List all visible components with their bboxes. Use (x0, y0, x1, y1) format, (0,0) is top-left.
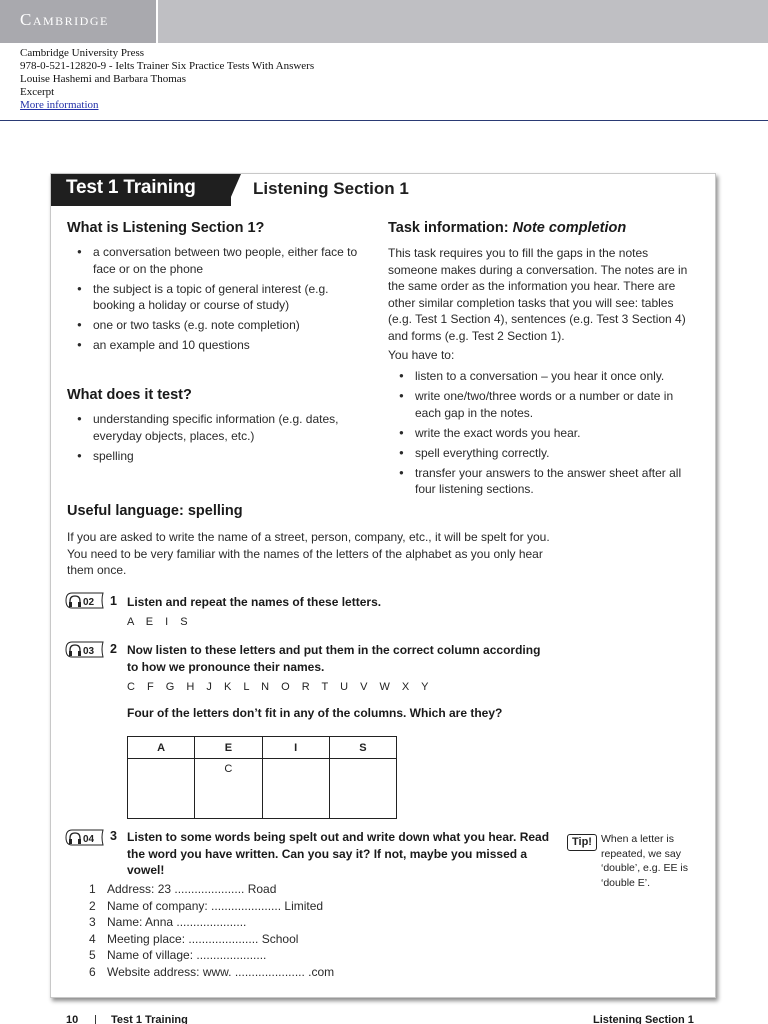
book-page (50, 173, 716, 998)
item-text: Name of village: ..................... (107, 948, 267, 962)
citation-publisher: Cambridge University Press (20, 47, 145, 59)
question-3-text: Listen to some words being spelt out and write down what you hear. Read the word you have written. Can you say it? If not, maybe you missed a vowel! (127, 830, 550, 877)
column-header-i: I (262, 737, 329, 759)
table-cell-e[interactable]: C (195, 759, 262, 819)
item-text: Meeting place: ..................... School (107, 931, 299, 946)
citation-block (20, 47, 314, 112)
page-header (51, 174, 717, 206)
list-item: ● write the exact words you hear. (390, 425, 696, 442)
footer-page-number: 10 (66, 1014, 79, 1024)
item-number: 2 (89, 898, 96, 913)
list-item: ● spelling (68, 448, 358, 465)
what-test-list (68, 411, 358, 468)
task-list (390, 368, 696, 501)
citation-title: 978-0-521-12820-9 - Ielts Trainer Six Practice Tests With Answers (20, 60, 315, 72)
table-cell-s[interactable] (329, 759, 396, 819)
list-item: ● spell everything correctly. (390, 445, 696, 462)
question-number: 3 (110, 829, 117, 843)
list-item: ● one or two tasks (e.g. note completion) (68, 317, 368, 334)
list-item (89, 898, 334, 915)
item-number: 1 (89, 882, 96, 896)
pronunciation-table (127, 736, 397, 819)
heading-useful-language: Useful language: spelling (67, 503, 243, 519)
item-number: 5 (89, 948, 96, 962)
list-item (89, 964, 334, 981)
column-header-s: S (329, 737, 396, 759)
question-3-items (89, 881, 334, 980)
item-text: Name: Anna ..................... (107, 915, 247, 929)
brand-logo: Cambridge (20, 10, 109, 29)
item-number: 6 (89, 964, 96, 979)
top-bar (0, 0, 768, 43)
column-header-e: E (195, 737, 262, 759)
list-item (89, 931, 334, 948)
question-1-text: Listen and repeat the names of these letters. (127, 595, 382, 609)
list-item: ● listen to a conversation – you hear it once only. (390, 368, 696, 385)
header-slant (227, 174, 241, 206)
question-number: 1 (110, 594, 117, 608)
task-paragraph: This task requires you to fill the gaps in the notes someone makes during a conversation. The notes are in the same order as the information you hear. There are other similar completion tasks that you will see: tables (e.g. Test 1 Section 4), sentences (e.g. Test 3 Section 4) and forms (e.g. Test 2 Section 1). (388, 246, 688, 343)
question-2-followup: Four of the letters don’t fit in any of the columns. Which are they? (127, 706, 503, 720)
heading-task-info (388, 220, 626, 236)
footer-right-title: Listening Section 1 (593, 1014, 694, 1024)
header-title: Test 1 Training (66, 177, 196, 198)
header-rule (0, 120, 768, 121)
list-item (89, 881, 334, 898)
table-cell-a[interactable] (128, 759, 195, 819)
task-heading-italic: Note completion (512, 220, 627, 236)
heading-what-test: What does it test? (67, 387, 192, 403)
task-lead: You have to: (388, 348, 455, 362)
item-number: 3 (89, 915, 96, 929)
list-item (89, 947, 334, 964)
question-1-letters: A E I S (127, 616, 193, 628)
task-heading-plain: Task information: (388, 220, 513, 236)
tip-text: When a letter is repeated, we say ‘double’, e.g. EE is ‘double E’. (601, 833, 688, 889)
list-item: ● the subject is a topic of general interest (e.g. booking a holiday or course of study) (68, 281, 368, 314)
brand-box (0, 0, 158, 43)
item-text: Website address: www. ..................... .com (107, 964, 335, 979)
question-number: 2 (110, 642, 117, 656)
list-item: ● transfer your answers to the answer sheet after all four listening sections. (390, 465, 696, 498)
question-2-letters: C F G H J K L N O R T U V W X Y (127, 681, 433, 693)
list-item: ● an example and 10 questions (68, 337, 368, 354)
question-2-text: Now listen to these letters and put them in the correct column according to how we pronounce their names. (127, 643, 541, 674)
tip-badge: Tip! (567, 834, 597, 851)
list-item: ● understanding specific information (e.g. dates, everyday objects, places, etc.) (68, 411, 358, 444)
header-subtitle: Listening Section 1 (253, 179, 409, 198)
table-cell-i[interactable] (262, 759, 329, 819)
more-information-link[interactable]: More information (20, 99, 99, 111)
heading-what-is: What is Listening Section 1? (67, 220, 265, 236)
citation-excerpt: Excerpt (20, 86, 55, 98)
list-item: ● a conversation between two people, either face to face or on the phone (68, 244, 368, 277)
list-item (89, 914, 334, 931)
audio-track-icon[interactable] (65, 641, 105, 658)
audio-track-icon[interactable] (65, 592, 105, 609)
column-header-a: A (128, 737, 195, 759)
what-is-list (68, 244, 368, 357)
track-number: 03 (83, 646, 95, 657)
useful-paragraph: If you are asked to write the name of a street, person, company, etc., it will be spelt for you. You need to be very familiar with the names of the letters of the alphabet as you only hear them once. (67, 530, 550, 577)
track-number: 04 (83, 834, 95, 845)
footer-separator: | (94, 1014, 97, 1024)
track-number: 02 (83, 597, 95, 608)
item-text: Address: 23 ..................... Road (107, 882, 277, 896)
item-number: 4 (89, 931, 96, 946)
list-item: ● write one/two/three words or a number or date in each gap in the notes. (390, 388, 696, 421)
citation-authors: Louise Hashemi and Barbara Thomas (20, 73, 186, 85)
footer-left-title: Test 1 Training (111, 1014, 188, 1024)
audio-track-icon[interactable] (65, 829, 105, 846)
item-text: Name of company: ..................... Limited (107, 898, 324, 913)
